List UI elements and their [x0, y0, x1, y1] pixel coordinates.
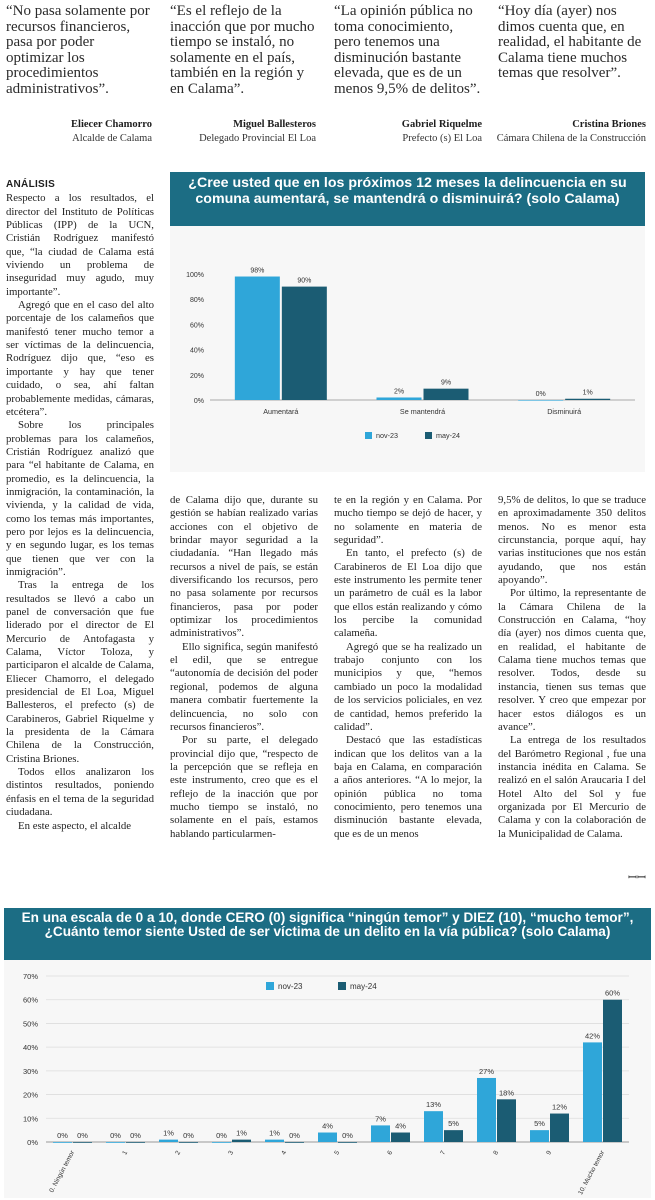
bar-may-24-2 [565, 399, 610, 400]
signature-name: Eliecer Chamorro [71, 119, 152, 130]
bar-nov-23-2 [518, 400, 563, 401]
bar-nov-23-1 [377, 397, 422, 400]
signature-role: Delegado Provincial El Loa [199, 133, 316, 144]
x-tick-label: 2 [174, 1149, 183, 1157]
signature-3 [334, 118, 482, 146]
data-label: 60% [604, 988, 621, 998]
signature-4 [470, 118, 646, 146]
x-tick-label: 6 [386, 1149, 395, 1157]
paragraph: Todos ellos analizaron los distintos resultados, poniendo énfasis en el tema de la seguridad ciudadana. [6, 766, 154, 819]
y-tick-label: 70% [22, 972, 38, 981]
data-label: 9% [440, 379, 452, 387]
x-tick-label: 10. Mucho temor [577, 1149, 607, 1197]
data-label: 4% [395, 1121, 406, 1131]
bar-may-24-7 [444, 1130, 463, 1142]
paragraph: En este aspecto, el alcalde [18, 819, 132, 832]
data-label: 18% [498, 1088, 515, 1098]
quote-3: “La opinión pública no toma conocimiento, pero tenemos una disminución bastante elevada, que es de un menos 9,5% de delitos”. [334, 3, 481, 97]
x-tick-label: 7 [439, 1149, 448, 1157]
bar-nov-23-7 [424, 1111, 443, 1142]
y-tick-label: 40% [22, 1043, 38, 1053]
paragraph: Destacó que las estadísticas indican que los delitos van a la baja en Calama, en comparación a años anteriores. “A lo mejor, la opinión pública no toma conocimiento, pero tenemos una disminución bastante elevada, que es de un menos [334, 734, 482, 840]
paragraph: Sobre los principales problemas para los calameños, Cristián Rodríguez analizó que para “el habitante de Calama, en promedio, es la delincuencia, la inmigración, la contaminación, la vivienda, y la calidad de vida, como los temas más importantes, pero por lejos es la delincuencia, y en segundo lugar, es los temas que tienen que ver con la inmigración”. [6, 419, 154, 578]
chart-title: ¿Cree usted que en los próximos 12 meses la delincuencia en su comuna aumentará, se mantendrá o disminuirá? (solo Calama) [170, 172, 645, 226]
data-label: 98% [250, 267, 265, 275]
y-tick-label: 100% [186, 272, 204, 279]
data-label: 90% [297, 277, 312, 285]
paragraph: Agregó que se ha realizado un trabajo conjunto con los municipios y que, “hemos cambiado un poco la modalidad de los servicios policiales, en vez de cantidad, hemos preferido la calidad”. [334, 640, 482, 733]
quote-4: “Hoy día (ayer) nos dimos cuenta que, en realidad, el habitante de Calama tiene muchos temas que resolver”. [498, 3, 642, 81]
data-label: 1% [163, 1128, 174, 1138]
y-tick-label: 40% [189, 347, 204, 355]
signature-role: Prefecto (s) El Loa [402, 133, 482, 144]
y-tick-label: 60% [22, 995, 38, 1005]
signature-name: Cristina Briones [572, 119, 646, 130]
x-tick-label: Disminuirá [547, 407, 582, 416]
paragraph: de Calama dijo que, durante su gestión se habían realizado varias acciones con el objetivo de brindar mayor seguridad a la ciudadanía. “Han llegado más recursos a nivel de país, se están diversificando los recursos, pero no pasa solamente por recursos financieros, pasa por poder optimizar los procedimientos administrativos”. [170, 494, 318, 640]
x-tick-label: 8 [492, 1149, 501, 1157]
end-of-article-mark: ꟷꟷ [628, 871, 646, 884]
bar-nov-23-1 [106, 1142, 125, 1143]
paragraph: te en la región y en Calama. Por mucho tiempo se dejó de hacer, y no solamente en materia de seguridad”. [334, 494, 482, 547]
data-label: 0% [57, 1131, 68, 1140]
article-column-1 [6, 178, 154, 833]
paragraph: Por último, la representante de la Cámara Chilena de la Construcción en Calama, “hoy día (ayer) nos dimos cuenta que, en realidad, el habitante de Calama tiene muchos temas que resolver. Todos, desde su instancia, tienen sus temas que resolver. Y creo que empezar por hacer estos diálogos es un avance”. [498, 587, 646, 733]
y-tick-label: 60% [189, 322, 204, 330]
bar-nov-23-2 [159, 1140, 178, 1142]
legend-swatch-may-24 [338, 982, 346, 990]
bar-may-24-0 [73, 1142, 92, 1143]
data-label: 13% [425, 1100, 442, 1110]
x-tick-label: 9 [545, 1149, 554, 1157]
bar-nov-23-6 [371, 1125, 390, 1142]
bar-nov-23-0 [235, 277, 280, 400]
legend-label: may-24 [350, 982, 377, 991]
chart-delinquency-outlook [170, 172, 645, 472]
bar-may-24-4 [285, 1142, 304, 1143]
quote-2: “Es el reflejo de la inacción que por mucho tiempo se instaló, no solamente en el país, también en la región y en Calama”. [170, 3, 315, 97]
data-label: 0% [289, 1131, 300, 1140]
data-label: 42% [584, 1031, 601, 1041]
bar-may-24-9 [550, 1114, 569, 1142]
data-label: 0% [535, 391, 546, 398]
bar-may-24-5 [338, 1142, 357, 1143]
data-label: 27% [478, 1066, 495, 1076]
bar-nov-23-5 [318, 1133, 337, 1142]
paragraph: Por su parte, el delegado provincial dijo que, “respecto de la percepción que se refleja en este instrumento, creo que es el reflejo de la inacción que por mucho tiempo se instaló, no solamente en el país, estamos hablando particularmen- [170, 734, 318, 840]
article-column-3 [334, 494, 482, 841]
bar-nov-23-3 [212, 1142, 231, 1143]
data-label: 1% [269, 1128, 280, 1138]
paragraph: Ello significa, según manifestó el edil, que se entregue “autonomía de decisión del poder regional, podemos de alguna manera combatir fuertemente la delincuencia, no solo con recursos financieros”. [170, 640, 318, 733]
data-label: 5% [534, 1119, 545, 1129]
x-tick-label: 1 [121, 1149, 130, 1157]
legend-swatch-nov-23 [266, 982, 274, 990]
x-tick-label: 0. Ningún temor [48, 1149, 77, 1194]
paragraph: Tras la entrega de los resultados se llevó a cabo un panel de conversación que fue liderado por el director de El Mercurio de Antofagasta y Calama, Víctor Toloza, y participaron el alcalde de Calama, Eliecer Chamorro, el delegado presidencial de El Loa, Miguel Ballesteros, el prefecto (s) de Carabineros, Gabriel Riquelme y la presidenta de la Cámara Chilena de la Construcción, Cristina Briones. [6, 579, 154, 765]
chart-2-plot [4, 960, 651, 1198]
signature-name: Miguel Ballesteros [233, 119, 316, 130]
data-label: 0% [77, 1131, 88, 1140]
signature-role: Alcalde de Calama [72, 133, 152, 144]
legend-label: nov-23 [376, 431, 398, 440]
legend-swatch-nov-23 [365, 432, 372, 439]
bar-may-24-1 [424, 389, 469, 400]
y-tick-label: 20% [189, 372, 204, 380]
x-tick-label: Aumentará [263, 407, 299, 416]
data-label: 7% [375, 1114, 386, 1124]
data-label: 1% [582, 389, 593, 397]
article-column-2 [170, 494, 318, 841]
legend-label: nov-23 [278, 982, 303, 991]
y-tick-label: 30% [22, 1066, 38, 1076]
data-label: 0% [216, 1131, 227, 1140]
data-label: 5% [448, 1119, 459, 1129]
y-tick-label: 0% [193, 398, 204, 405]
bar-may-24-8 [497, 1099, 516, 1142]
signature-2 [170, 118, 316, 146]
chart-fear-scale [4, 908, 651, 1198]
data-label: 0% [183, 1131, 194, 1140]
data-label: 0% [130, 1131, 141, 1140]
data-label: 12% [551, 1102, 568, 1112]
bar-nov-23-4 [265, 1140, 284, 1142]
data-label: 1% [236, 1128, 247, 1138]
bar-may-24-1 [126, 1142, 145, 1143]
x-tick-label: 5 [333, 1149, 342, 1157]
bar-may-24-6 [391, 1133, 410, 1142]
bar-nov-23-9 [530, 1130, 549, 1142]
article-column-4 [498, 494, 646, 841]
signature-role: Cámara Chilena de la Construcción [496, 133, 646, 144]
x-tick-label: 4 [280, 1149, 289, 1157]
y-tick-label: 20% [22, 1090, 38, 1100]
data-label: 0% [342, 1131, 353, 1140]
x-tick-label: 3 [227, 1149, 236, 1157]
bar-may-24-2 [179, 1142, 198, 1143]
paragraph: Agregó que en el caso del alto porcentaje de los calameños que manifestó tener mucho temor a ser víctimas de la delincuencia, Rodríguez dijo que, “eso es importante y hay que tener cuidado, o sea, ahí faltan probablemente medidas, cámaras, etcétera”. [6, 299, 154, 418]
quote-1: “No pasa solamente por recursos financieros, pasa por poder optimizar los procedimientos administrativos”. [6, 3, 150, 97]
section-label: ANÁLISIS [6, 179, 56, 190]
data-label: 0% [110, 1131, 121, 1140]
signature-1 [6, 118, 152, 146]
paragraph: En tanto, el prefecto (s) de Carabineros de El Loa dijo que este instrumento les permite tener un parámetro de cuál es la labor que ellos están realizando y cómo los percibe la comunidad calameña. [334, 547, 482, 640]
y-tick-label: 80% [189, 297, 204, 305]
paragraph: 9,5% de delitos, lo que se traduce en aproximadamente 350 delitos menos. No es menor esta circunstancia, porque aquí, hay varias instituciones que nos están ayudando, que nos están apoyando”. [498, 494, 646, 587]
paragraph: La entrega de los resultados del Barómetro Regional , fue una instancia inédita en Calama. Se realizó en el salón Araucaria I del Hotel Alto del Sol y fue organizada por El Mercurio de Calama y con la colaboración de la Municipalidad de Calama. [498, 734, 646, 840]
chart-title: En una escala de 0 a 10, donde CERO (0) significa “ningún temor” y DIEZ (10), “mucho temor”, ¿Cuánto temor siente Usted de ser víctima de un delito en la vía pública? (solo Calama) [4, 908, 651, 960]
chart-1-plot [170, 226, 645, 472]
signature-name: Gabriel Riquelme [401, 119, 482, 130]
bar-nov-23-10 [583, 1042, 602, 1142]
bar-nov-23-0 [53, 1142, 72, 1143]
data-label: 2% [393, 388, 405, 396]
bar-nov-23-8 [477, 1078, 496, 1142]
legend-swatch-may-24 [425, 432, 432, 439]
data-label: 4% [322, 1121, 333, 1131]
y-tick-label: 0% [27, 1138, 38, 1147]
y-tick-label: 50% [22, 1019, 38, 1029]
legend-label: may-24 [436, 431, 460, 440]
bar-may-24-3 [232, 1140, 251, 1142]
bar-may-24-0 [282, 287, 327, 400]
bar-may-24-10 [603, 1000, 622, 1142]
y-tick-label: 10% [22, 1114, 38, 1124]
paragraph: Respecto a los resultados, el director del Instituto de Políticas Públicas (IPP) de la UCN, Cristián Rodríguez manifestó que, “la ciudad de Calama está viviendo un problema de inseguridad muy agudo, muy importante”. [6, 192, 154, 298]
x-tick-label: Se mantendrá [399, 407, 446, 416]
